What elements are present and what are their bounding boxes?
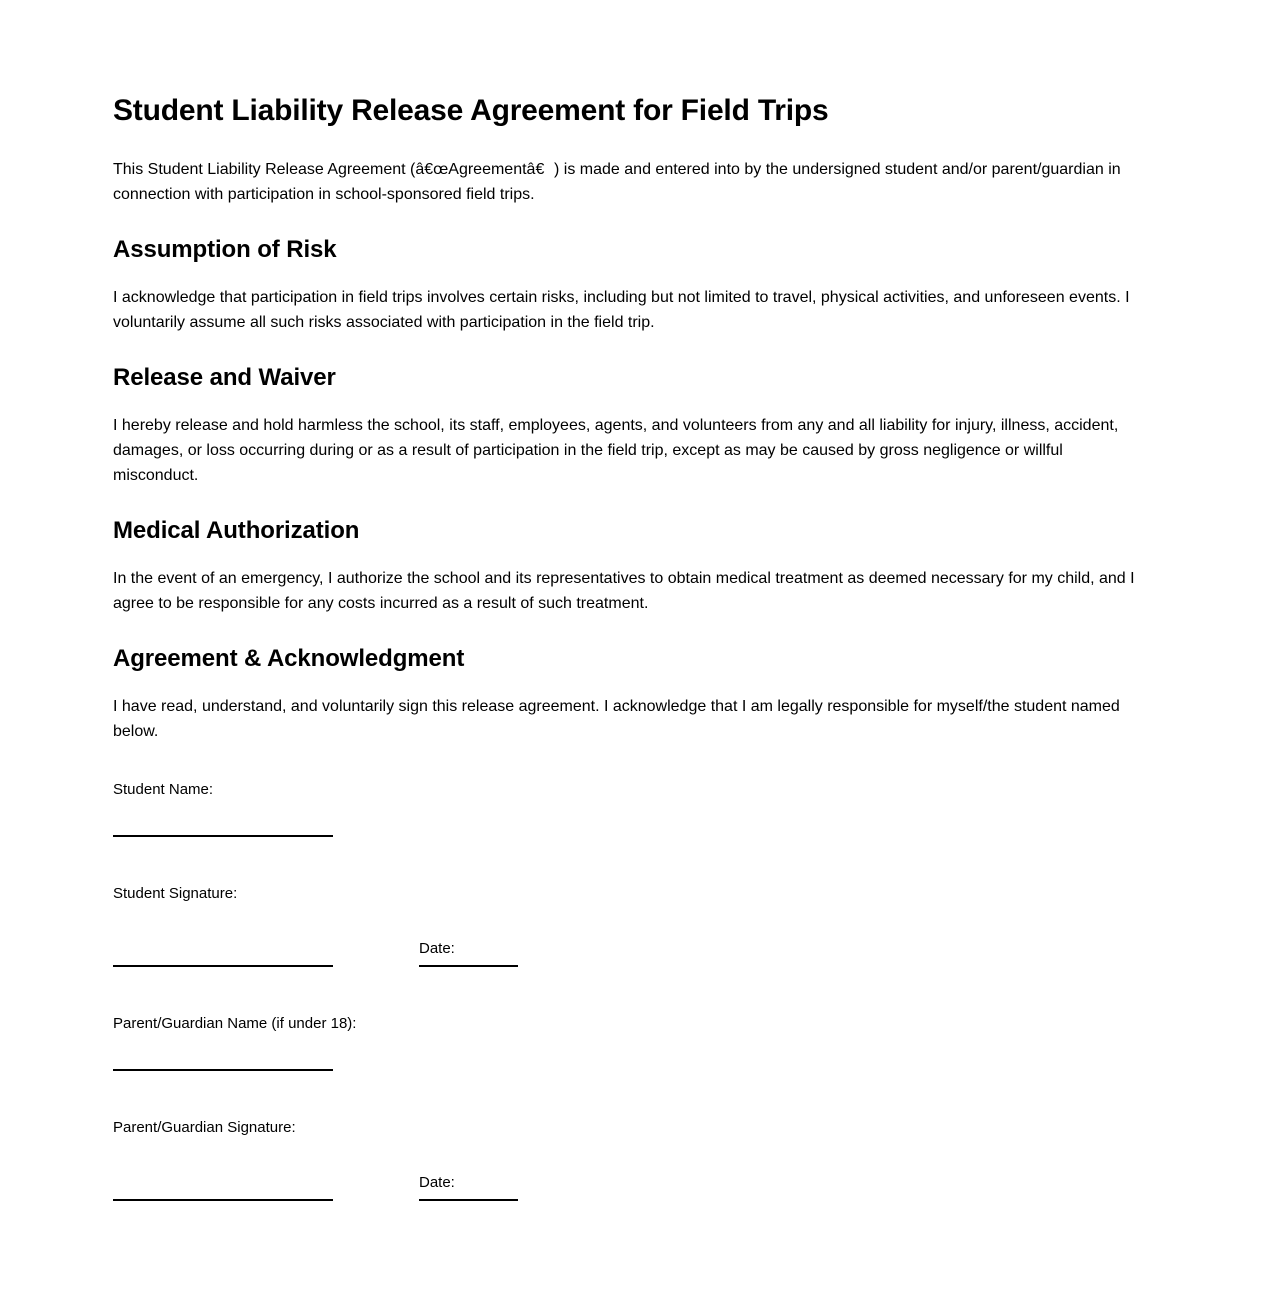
- document-content: [113, 93, 1140, 1201]
- student-signature-row: [113, 939, 1140, 967]
- signature-field-student-signature: [113, 884, 1140, 967]
- parent-guardian-name-input-line[interactable]: [113, 1069, 333, 1071]
- student-name-row: [113, 835, 1140, 837]
- signature-field-student-name: [113, 780, 1140, 837]
- section-heading-medical-authorization: Medical Authorization: [113, 517, 360, 544]
- student-date-label: Date:: [419, 940, 455, 957]
- intro-paragraph: This Student Liability Release Agreement (â€œAgreementâ€) is made and entered into by the undersigned student and/or parent/guardian in connection with participation in school-sponsored field trips.: [113, 161, 1121, 203]
- signature-field-parent-name: [113, 1014, 1140, 1071]
- section-heading-release-and-waiver: Release and Waiver: [113, 364, 336, 391]
- student-signature-input-line[interactable]: [113, 965, 333, 967]
- signature-field-parent-signature: [113, 1118, 1140, 1201]
- section-body-agreement-acknowledgment: I have read, understand, and voluntarily sign this release agreement. I acknowledge that I am legally responsible for myself/the student named below.: [113, 698, 1120, 740]
- parent-guardian-name-row: [113, 1069, 1140, 1071]
- parent-guardian-signature-label: Parent/Guardian Signature:: [113, 1119, 296, 1136]
- student-name-input-line[interactable]: [113, 835, 333, 837]
- parent-guardian-date-label: Date:: [419, 1174, 455, 1191]
- student-name-label: Student Name:: [113, 781, 214, 798]
- parent-guardian-name-label: Parent/Guardian Name (if under 18):: [113, 1015, 357, 1032]
- student-date-input-line[interactable]: [419, 965, 518, 967]
- section-heading-agreement-acknowledgment: Agreement & Acknowledgment: [113, 645, 465, 672]
- section-heading-assumption-of-risk: Assumption of Risk: [113, 236, 337, 263]
- section-body-assumption-of-risk: I acknowledge that participation in field trips involves certain risks, including but not limited to travel, physical activities, and unforeseen events. I voluntarily assume all such risks associated with participation in the field trip.: [113, 289, 1130, 331]
- student-signature-label: Student Signature:: [113, 885, 238, 902]
- signature-block: [113, 780, 1140, 1201]
- parent-guardian-date-input-line[interactable]: [419, 1199, 518, 1201]
- section-body-release-and-waiver: I hereby release and hold harmless the school, its staff, employees, agents, and volunteers from any and all liability for injury, illness, accident, damages, or loss occurring during or as a result of participation in the field trip, except as may be caused by gross negligence or willful misconduct.: [113, 417, 1119, 484]
- parent-date-group: [378, 1173, 518, 1201]
- section-body-medical-authorization: In the event of an emergency, I authorize the school and its representatives to obtain medical treatment as deemed necessary for my child, and I agree to be responsible for any costs incurred as a result of such treatment.: [113, 570, 1135, 612]
- parent-guardian-signature-row: [113, 1173, 1140, 1201]
- page-title: Student Liability Release Agreement for Field Trips: [113, 94, 829, 127]
- parent-guardian-signature-input-line[interactable]: [113, 1199, 333, 1201]
- student-date-group: [378, 939, 518, 967]
